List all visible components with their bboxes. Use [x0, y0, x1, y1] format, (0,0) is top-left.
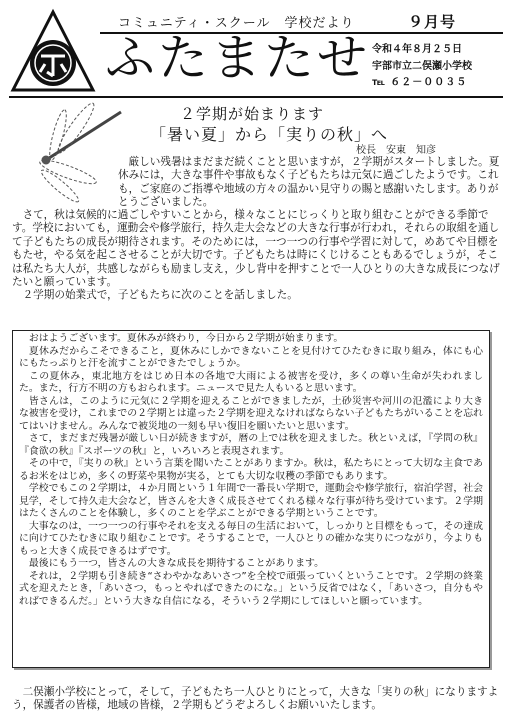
speech-paragraph: さて，まだまだ残暑が厳しい日が続きますが，暦の上では秋を迎えました。秋といえば，『学問の秋』『食欲の秋』『スポーツの秋』と，いろいろと表現されます。: [19, 433, 483, 457]
header-bottom-rule: [9, 96, 503, 98]
article-paragraph: ２学期の始業式で，子どもたちに次のことを話しました。: [22, 289, 298, 302]
speech-paragraph: その中で，『実りの秋』という言葉を聞いたことがありますか。秋は，私たちにとって大切な主食であるお米をはじめ，多くの野菜や果物が実る，とても大切な収穫の季節でもあります。: [19, 458, 483, 482]
speech-paragraph: 最後にもう一つ，皆さんの大きな成長を期待することがあります。: [28, 558, 324, 569]
article-heading-main: ２学期が始まります: [180, 105, 325, 123]
article-author: 校長 安東 知彦: [356, 145, 436, 156]
speech-paragraph: 学校でもこの２学期は，４か月間という１年間で一番長い学期で，運動会や修学旅行，宿泊学習，社会見学，そして持久走大会など，皆さんを大きく成長させてくれる様々な行事が待ち受けています。２学期はたくさんのことを体験し，多くのことを学ぶことができる学期ということです。: [19, 483, 483, 519]
speech-paragraph: この夏休み，東北地方をはじめ日本の各地で大雨による被害を受け，多くの尊い生命が失われました。また，行方不明の方もおられます。ニュースで見た人もいると思います。: [19, 370, 483, 394]
article-paragraph: さて，秋は気候的に過ごしやすいことから，様々なことにじっくりと取り組むことができる季節です。学校においても，運動会や修学旅行，持久走大会などの大きな行事が行われ，それらの取組を通して子どもたちの成長が期待されます。そのためには，一つ一つの行事や学習に対して，めあてや目標をもたせ，やる気を起こさせることが大切です。子どもたちは時にくじけることもあるでしょうが，そこは私たち大人が，共感しながらも励まし支え，少し背中を押すことで一人ひとりの大きな成長につなげたいと願っています。: [12, 209, 500, 289]
school-tel: ℡ ６２－００３５: [372, 77, 468, 88]
speech-paragraph: 大事なのは，一つ一つの行事やそれを支える毎日の生活において，しっかりと目標をもって，その達成に向けてひたむきに取り組むことです。そうすることで，一人ひとりの確かな実りにつながり，今よりももっと大きく成長できるはずです。: [19, 520, 483, 557]
school-name: 宇部市立二俣瀬小学校: [372, 61, 472, 72]
speech-paragraph: 皆さんは，このように元気に２学期を迎えることができましたが，土砂災害や河川の氾濫により大きな被害を受け，これまでの２学期とは違った２学期を迎えなければならない子どもたちがいることを忘れてはいけません。みんなで被災地の一刻も早い復旧を願いたいと思います。: [19, 395, 483, 432]
newsletter-title: ふたまたせ: [105, 29, 370, 87]
article-heading-sub: 「暑い夏」から「実りの秋」へ: [150, 125, 389, 144]
issue-month: ９月号: [408, 13, 457, 31]
article-intro: 厳しい残暑はまだまだ続くことと思いますが，２学期がスタートしました。夏休みには，大きな事件や事故もなく子どもたちは元気に過ごしたようです。これも，ご家庭のご指導や地域の方々の温かい見守りの賜と感謝いたします。ありがとうございました。: [118, 156, 500, 209]
school-emblem-icon: [9, 8, 97, 94]
newsletter-series: コミュニティ・スクール 学校だより: [118, 16, 355, 31]
issue-date: 令和４年８月２５日: [372, 44, 462, 55]
opening-ceremony-speech-box: [12, 330, 490, 668]
speech-paragraph: おはようございます。夏休みが終わり，今日から２学期が始まります。: [28, 333, 344, 344]
speech-paragraph: それは，２学期も引き続き“さわやかなあいさつ”を全校で頑張っていくということです。２学期の終業式を迎えたとき，「あいさつ，もっとやればできたのにな。」という反省ではなく，「あいさつ，自分もやればできるんだ。」という大きな自信になる，そういう２学期にしてほしいと願っています。: [19, 570, 483, 607]
speech-paragraph: 夏休みだからこそできること，夏休みにしかできないことを見付けてひたむきに取り組み，体にも心にもたっぷりと汗を流すことができたでしょうか。: [19, 345, 483, 369]
article-body: [12, 209, 502, 303]
closing-paragraph: 二俣瀬小学校にとって，そして，子どもたち一人ひとりにとって，大きな「実りの秋」になりますよう，保護者の皆様，地域の皆様，２学期もどうぞよろしくお願いいたします。: [12, 686, 499, 712]
